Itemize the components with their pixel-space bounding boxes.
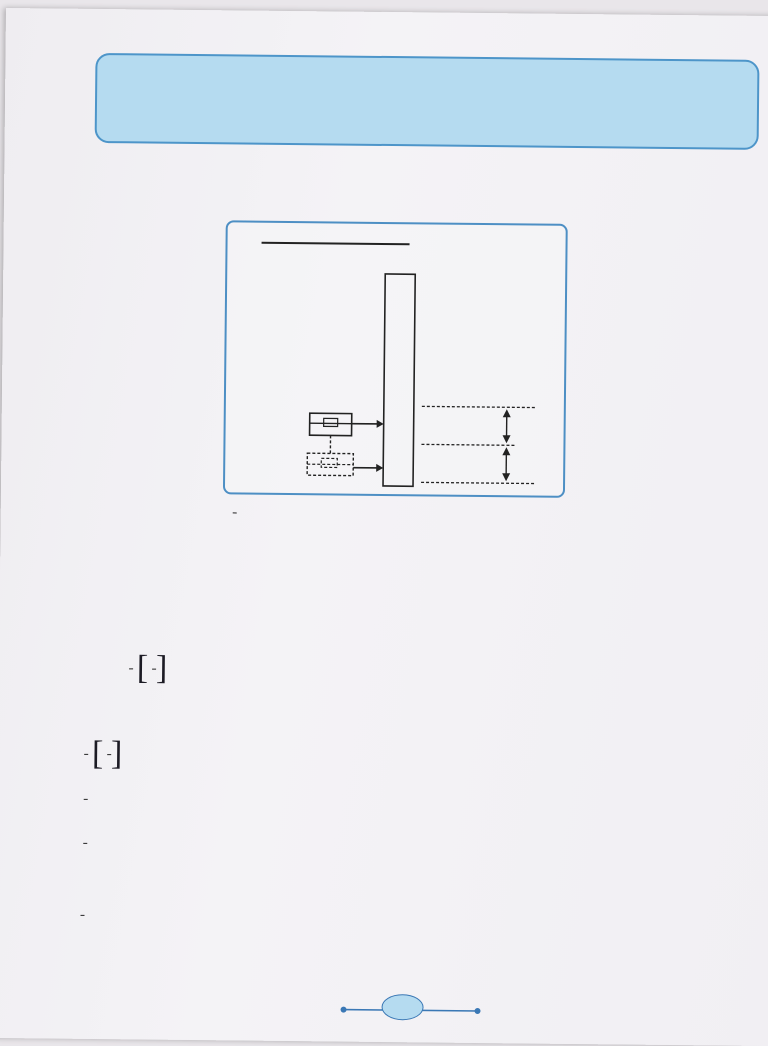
formula-2: [233, 504, 237, 521]
equation-2: [ ]: [84, 737, 123, 771]
equation-1-numerator: [129, 668, 133, 669]
equation-2-numerator: [84, 753, 88, 754]
equation-4-numerator: [83, 843, 87, 844]
page-number: [381, 994, 423, 1020]
equation-3-numerator: [84, 799, 88, 800]
document-page: [0, 8, 768, 1046]
equation-6: [80, 907, 84, 924]
equation-4: [83, 835, 87, 852]
experiment-number: [97, 71, 757, 78]
experiment-header: [95, 53, 760, 150]
equation-3: [84, 791, 88, 808]
spring-mass-diagram: [223, 220, 568, 498]
diagram-drawing: [225, 222, 566, 496]
equation-1: [ ]: [129, 651, 168, 685]
formula-2-numerator: [233, 512, 237, 513]
experiment-title: [97, 71, 757, 78]
equation-6-numerator: [80, 915, 84, 916]
